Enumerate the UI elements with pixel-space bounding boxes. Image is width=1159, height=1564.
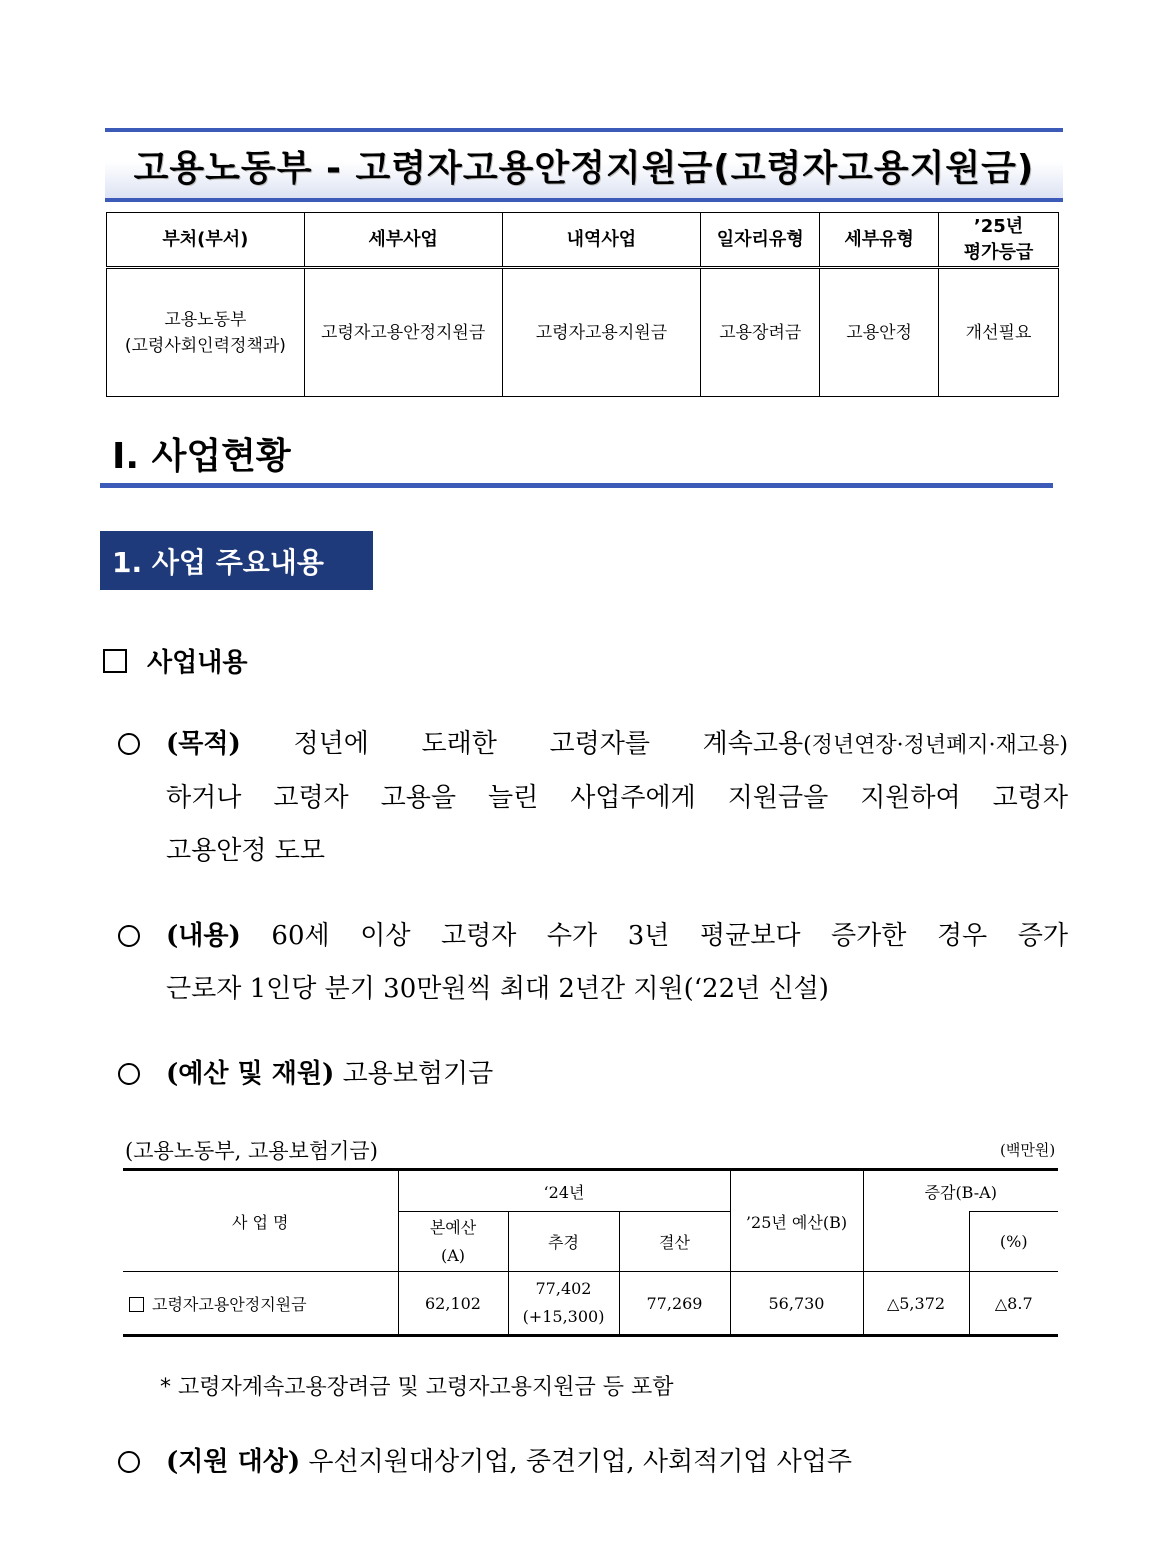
sub-heading-text: 1. 사업 주요내용: [112, 545, 324, 579]
cell-grade: 개선필요: [939, 268, 1059, 397]
summary-data-row: [107, 268, 1059, 397]
content-line2: 근로자 1인당 분기 30만원씩 최대 2년간 지원(‘22년 신설): [166, 974, 829, 1004]
header-percent: (%): [969, 1212, 1058, 1272]
purpose-label: (목적): [166, 729, 241, 759]
bullet-target: [118, 1436, 1068, 1489]
cell-detail-type: 고용안정: [820, 268, 939, 397]
budget-data-row: [123, 1272, 1058, 1336]
header-supplementary: 추경: [508, 1212, 619, 1272]
purpose-line1-small: (정년연장·정년폐지·재고용): [803, 733, 1069, 758]
header-change-amount: [863, 1212, 969, 1272]
row-percent: △8.7: [969, 1272, 1058, 1336]
section-heading: Ⅰ. 사업현황: [112, 436, 291, 477]
content-heading-text: 사업내용: [147, 648, 248, 678]
budget-label: (예산 및 재원): [166, 1059, 335, 1089]
cell-detail-project: 고령자고용안정지원금: [304, 268, 502, 397]
purpose-line2: 하거나 고령자 고용을 늘린 사업주에게 지원금을 지원하여 고령자: [166, 783, 1068, 813]
header-job-type: 일자리유형: [701, 213, 820, 268]
circle-bullet-icon: [118, 733, 140, 755]
header-original-sub: (A): [440, 1245, 466, 1265]
content-line1: 60세 이상 고령자 수가 3년 평균보다 증가한 경우 증가: [271, 921, 1068, 951]
row-supplementary-value: 77,402: [535, 1279, 592, 1298]
row-year25: 56,730: [730, 1272, 863, 1336]
row-supplementary-sub: (+15,300): [522, 1307, 605, 1326]
budget-header-row-1: [123, 1170, 1058, 1212]
row-project-name-text: 고령자고용안정지원금: [152, 1294, 307, 1314]
row-change: △5,372: [863, 1272, 969, 1336]
header-detail-project: 세부사업: [304, 213, 502, 268]
header-original: [398, 1212, 508, 1272]
square-bullet-icon: [103, 649, 127, 673]
bullet-budget: [118, 1048, 1068, 1101]
department-name: (고령사회인력정책과): [124, 335, 286, 356]
header-year24: ‘24년: [398, 1170, 730, 1212]
title-banner: [105, 128, 1063, 202]
purpose-line3: 고용안정 도모: [166, 836, 325, 866]
cell-job-type: 고용장려금: [701, 268, 820, 397]
header-year25: ’25년 예산(B): [730, 1170, 863, 1272]
row-original: 62,102: [398, 1272, 508, 1336]
circle-bullet-icon: [118, 925, 140, 947]
summary-table: [106, 212, 1059, 397]
budget-caption: (고용노동부, 고용보험기금): [125, 1139, 378, 1163]
budget-text: 고용보험기금: [342, 1059, 494, 1089]
target-text: 우선지원대상기업, 중견기업, 사회적기업 사업주: [308, 1447, 853, 1477]
budget-table: [123, 1168, 1058, 1337]
content-label: (내용): [166, 921, 241, 951]
header-grade: ’25년 평가등급: [939, 213, 1059, 268]
header-settlement: 결산: [619, 1212, 730, 1272]
purpose-line1: 정년에 도래한 고령자를 계속고용: [293, 729, 804, 759]
summary-header-row: [107, 213, 1059, 268]
header-detail-type: 세부유형: [820, 213, 939, 268]
row-settlement: 77,269: [619, 1272, 730, 1336]
budget-unit: (백만원): [1000, 1141, 1056, 1159]
header-change: 증감(B-A): [863, 1170, 1058, 1212]
content-heading: [103, 642, 247, 679]
header-ministry: 부처(부서): [107, 213, 305, 268]
header-project-name: 사 업 명: [123, 1170, 398, 1272]
circle-bullet-icon: [118, 1451, 140, 1473]
header-original-label: 본예산: [429, 1217, 477, 1237]
sub-heading: [100, 531, 373, 590]
square-bullet-icon: [129, 1297, 144, 1312]
cell-ministry: [107, 268, 305, 397]
page-title: 고용노동부 - 고령자고용안정지원금(고령자고용지원금): [133, 147, 1035, 189]
section-divider: [100, 483, 1053, 488]
circle-bullet-icon: [118, 1063, 140, 1085]
row-project-name: [123, 1272, 398, 1336]
target-label: (지원 대상): [166, 1447, 301, 1477]
bullet-purpose: [118, 718, 1068, 878]
row-supplementary: [508, 1272, 619, 1336]
header-sub-project: 내역사업: [502, 213, 701, 268]
ministry-name: 고용노동부: [164, 309, 247, 330]
bullet-content: [118, 910, 1068, 1016]
cell-sub-project: 고령자고용지원금: [502, 268, 701, 397]
footnote: * 고령자계속고용장려금 및 고령자고용지원금 등 포함: [160, 1375, 674, 1400]
